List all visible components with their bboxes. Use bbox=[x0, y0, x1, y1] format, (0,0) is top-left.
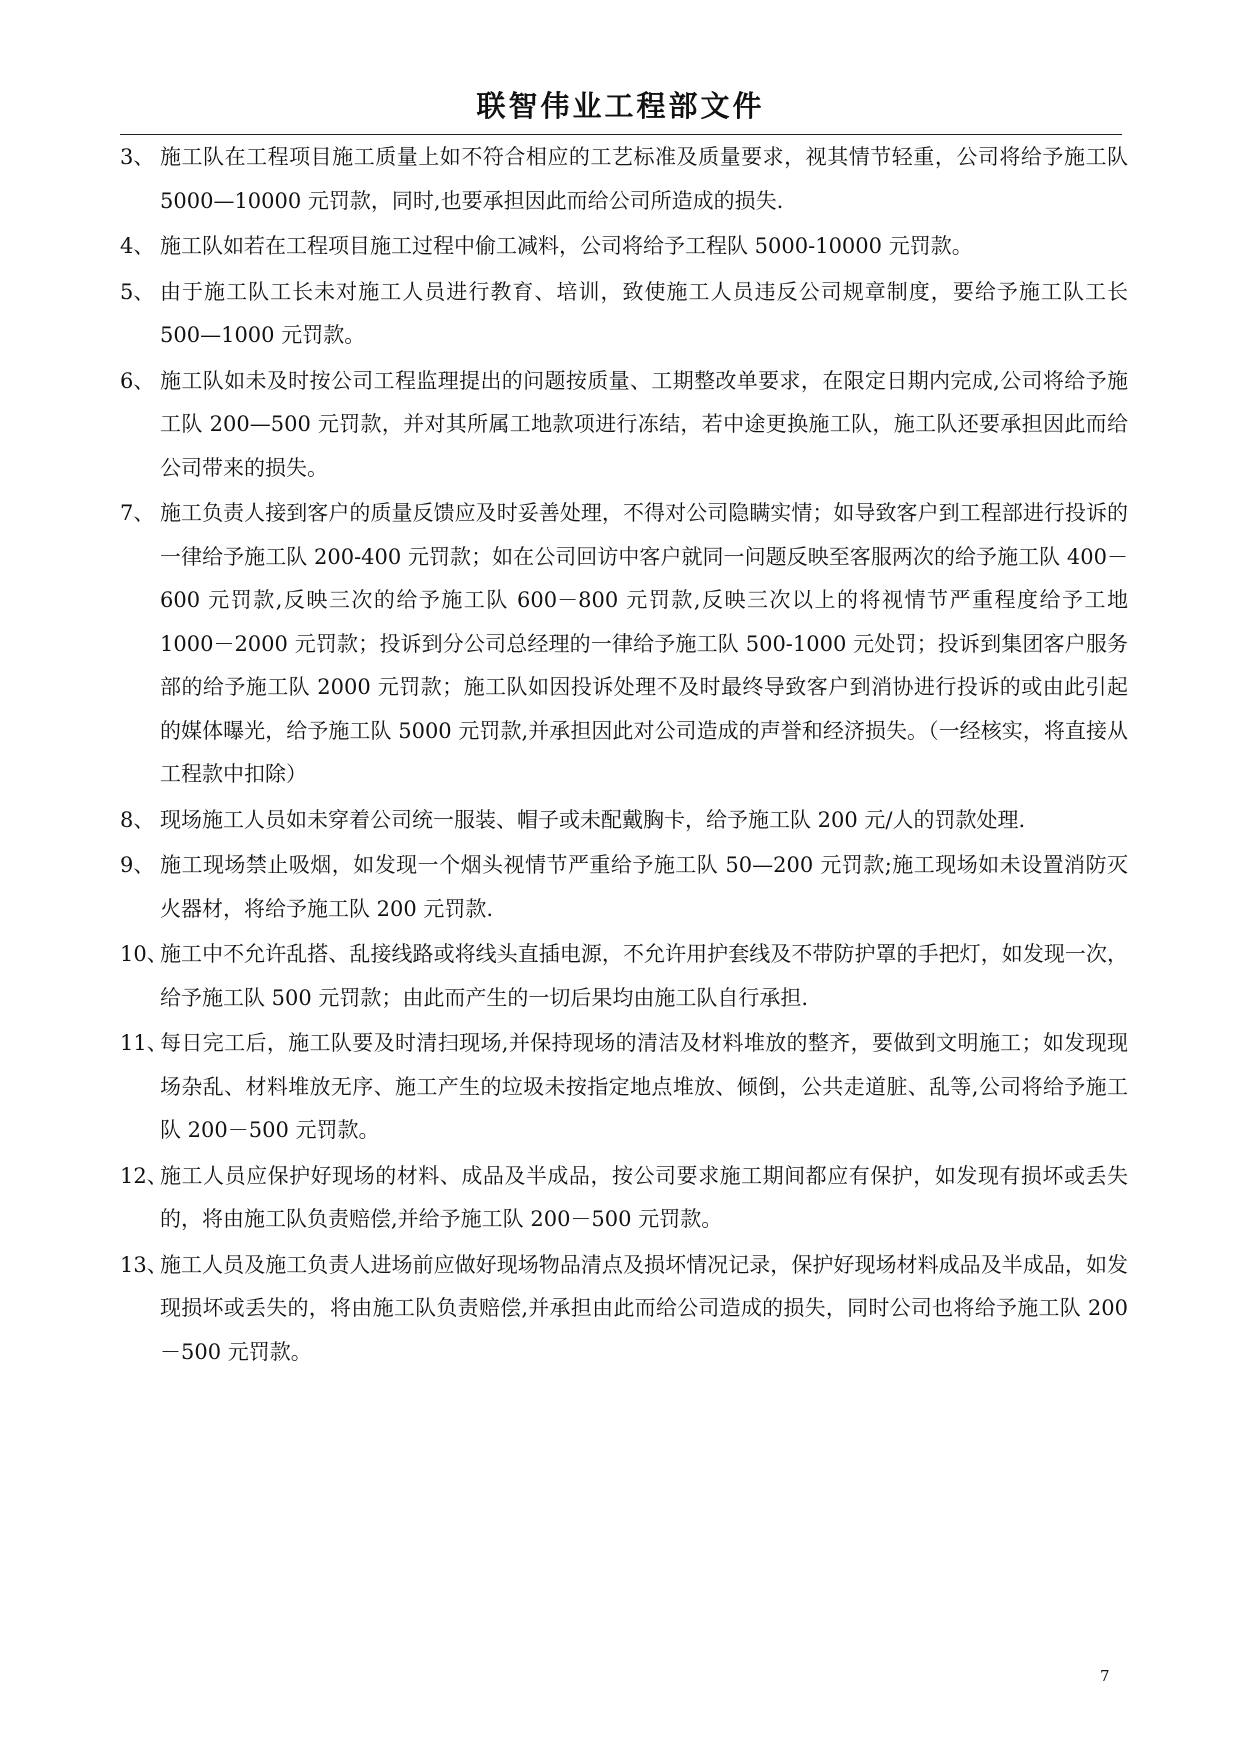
item-text: 施工中不允许乱搭、乱接线路或将线头直插电源，不允许用护套线及不带防护罩的手把灯，如发现一次，给予施工队 500 元罚款；由此而产生的一切后果均由施工队自行承担. bbox=[160, 942, 1128, 1010]
item-number: 9、 bbox=[120, 853, 155, 877]
item-number: 10、 bbox=[120, 942, 168, 966]
item-text: 施工队如若在工程项目施工过程中偷工减料，公司将给予工程队 5000-10000 元罚款。 bbox=[160, 234, 973, 258]
item-number: 12、 bbox=[120, 1163, 168, 1188]
list-item bbox=[120, 844, 1128, 931]
item-number: 8、 bbox=[120, 807, 155, 832]
item-number: 4、 bbox=[120, 234, 155, 258]
list-item bbox=[120, 1155, 1128, 1242]
list-item bbox=[120, 360, 1128, 491]
item-number: 7、 bbox=[120, 501, 155, 525]
list-item bbox=[120, 136, 1128, 223]
item-number: 6、 bbox=[120, 368, 155, 393]
item-text: 施工现场禁止吸烟，如发现一个烟头视情节严重给予施工队 50—200 元罚款;施工现场如未设置消防灭火器材，将给予施工队 200 元罚款. bbox=[160, 853, 1128, 921]
document-title: 联智伟业工程部文件 bbox=[476, 89, 765, 123]
item-number: 11、 bbox=[120, 1031, 168, 1055]
item-text: 现场施工人员如未穿着公司统一服装、帽子或未配戴胸卡，给予施工队 200 元/人的罚款处理. bbox=[160, 807, 1026, 832]
list-item bbox=[120, 492, 1128, 797]
page-number: 7 bbox=[1100, 1667, 1110, 1685]
item-number: 5、 bbox=[120, 279, 155, 304]
list-item bbox=[120, 271, 1128, 358]
item-number: 3、 bbox=[120, 145, 155, 169]
list-item bbox=[120, 799, 1128, 843]
item-text: 施工负责人接到客户的质量反馈应及时妥善处理，不得对公司隐瞒实情；如导致客户到工程部进行投诉的一律给予施工队 200-400 元罚款；如在公司回访中客户就同一问题反映至客服两次的给予施工队 400－600 元罚款,反映三次的给予施工队 600－800 元罚款,反映三次以上的将视情节严重程度给予工地 1000－2000 元罚款；投诉到分公司总经理的一律给予施工队 500-1000 元处罚；投诉到集团客户服务部的给予施工队 2000 元罚款；施工队如因投诉处理不及时最终导致客户到消协进行投诉的或由此引起的媒体曝光，给予施工队 5000 元罚款,并承担因此对公司造成的声誉和经济损失。（一经核实，将直接从工程款中扣除） bbox=[160, 501, 1128, 786]
item-text: 施工队如未及时按公司工程监理提出的问题按质量、工期整改单要求，在限定日期内完成,公司将给予施工队 200—500 元罚款，并对其所属工地款项进行冻结，若中途更换施工队，施工队还要承担因此而给公司带来的损失。 bbox=[160, 368, 1128, 480]
item-text: 施工人员应保护好现场的材料、成品及半成品，按公司要求施工期间都应有保护，如发现有损坏或丢失的，将由施工队负责赔偿,并给予施工队 200－500 元罚款。 bbox=[160, 1163, 1128, 1231]
item-text: 每日完工后，施工队要及时清扫现场,并保持现场的清洁及材料堆放的整齐，要做到文明施工；如发现现场杂乱、材料堆放无序、施工产生的垃圾未按指定地点堆放、倾倒，公共走道脏、乱等,公司将给予施工队 200－500 元罚款。 bbox=[160, 1031, 1128, 1142]
item-text: 施工队在工程项目施工质量上如不符合相应的工艺标准及质量要求，视其情节轻重，公司将给予施工队 5000—10000 元罚款，同时,也要承担因此而给公司所造成的损失. bbox=[160, 145, 1128, 213]
list-item bbox=[120, 225, 1128, 269]
list-item bbox=[120, 1022, 1128, 1153]
item-text: 施工人员及施工负责人进场前应做好现场物品清点及损坏情况记录，保护好现场材料成品及半成品，如发现损坏或丢失的，将由施工队负责赔偿,并承担由此而给公司造成的损失，同时公司也将给予施工队 200－500 元罚款。 bbox=[160, 1252, 1128, 1364]
list-item bbox=[120, 1244, 1128, 1375]
item-text: 由于施工队工长未对施工人员进行教育、培训，致使施工人员违反公司规章制度，要给予施工队工长 500—1000 元罚款。 bbox=[160, 279, 1128, 347]
header-divider bbox=[120, 134, 1122, 135]
list-item bbox=[120, 933, 1128, 1020]
regulation-list bbox=[120, 136, 1128, 1376]
item-number: 13、 bbox=[120, 1252, 168, 1277]
